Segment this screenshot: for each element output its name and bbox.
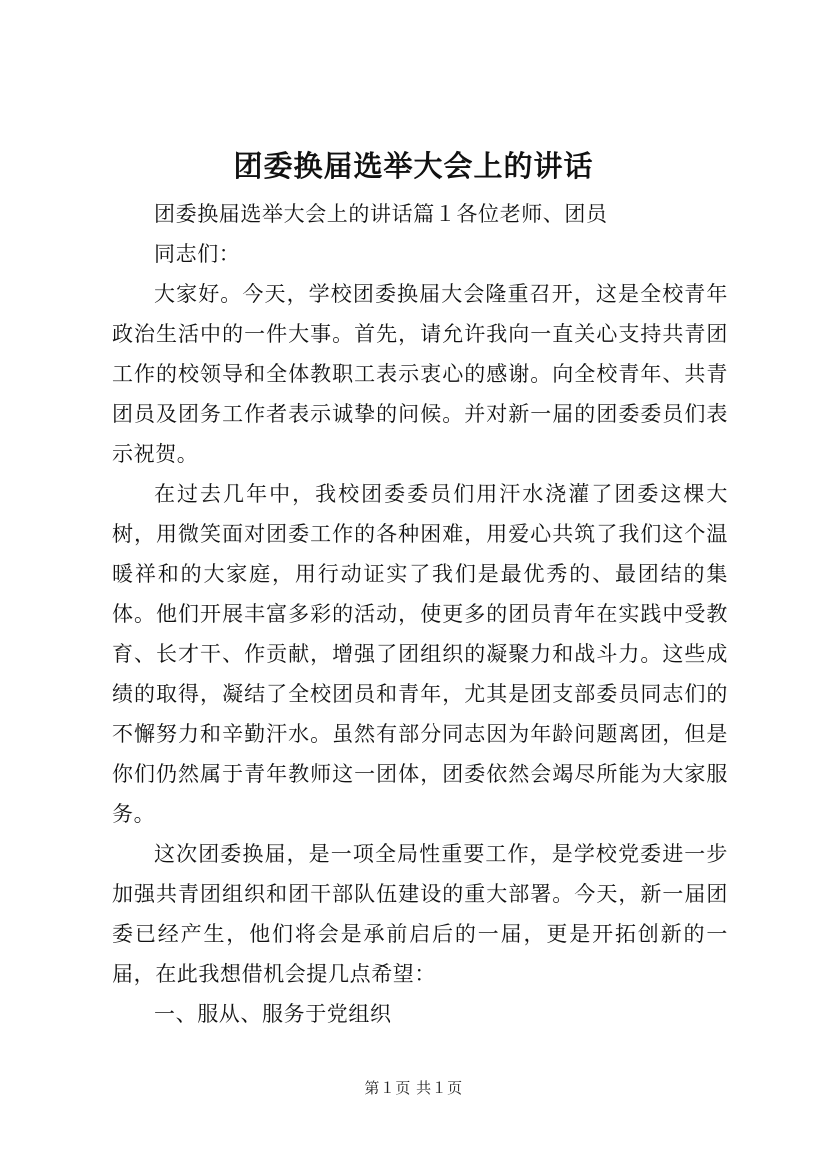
paragraph-heading-line: 团委换届选举大会上的讲话篇１各位老师、团员 [154,202,608,226]
page-number-footer: 第１页 共１页 [364,1079,463,1097]
paragraph-greeting: 大家好。今天，学校团委换届大会隆重召开，这是全校青年政治生活中的一件大事。首先，请允许我向一直关心支持共青团工作的校领导和全体教职工表示衷心的感谢。向全校青年、共青团员及团务工作者表示诚挚的问候。并对新一届的团委委员们表示祝贺。 [112,282,728,466]
section-heading-one: 一、服从、服务于党组织 [154,1002,392,1026]
document-body [112,194,728,1034]
paragraph-election-significance: 这次团委换届，是一项全局性重要工作，是学校党委进一步加强共青团组织和团干部队伍建设的重大部署。今天，新一届团委已经产生，他们将会是承前启后的一届，更是开拓创新的一届，在此我想借机会提几点希望： [112,842,728,986]
paragraph-salutation: 同志们： [154,242,241,266]
paragraph-achievements: 在过去几年中，我校团委委员们用汗水浇灌了团委这棵大树，用微笑面对团委工作的各种困难，用爱心共筑了我们这个温暖祥和的大家庭，用行动证实了我们是最优秀的、最团结的集体。他们开展丰富多彩的活动，使更多的团员青年在实践中受教育、长才干、作贡献，增强了团组织的凝聚力和战斗力。这些成绩的取得，凝结了全校团员和青年，尤其是团支部委员同志们的不懈努力和辛勤汗水。虽然有部分同志因为年龄问题离团，但是你们仍然属于青年教师这一团体，团委依然会竭尽所能为大家服务。 [112,482,728,826]
document-title: 团委换届选举大会上的讲话 [233,149,594,183]
